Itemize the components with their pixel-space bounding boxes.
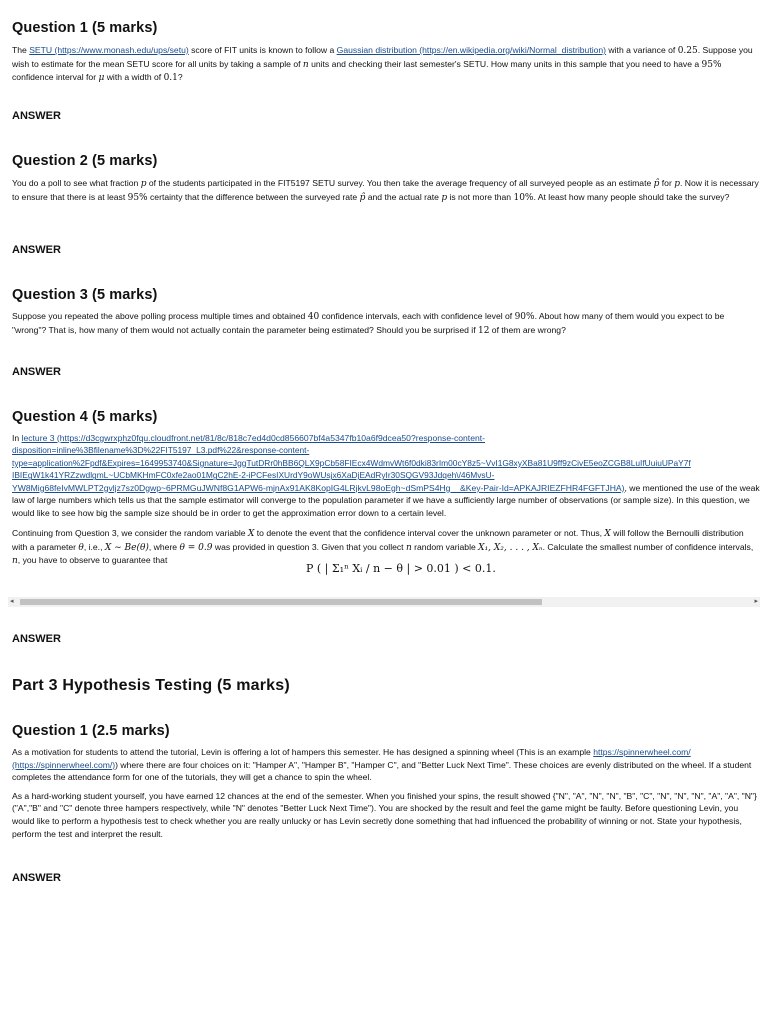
scroll-right-icon[interactable]: ▸	[754, 598, 758, 605]
scroll-left-icon[interactable]: ◂	[10, 598, 14, 605]
q4-lecture-link-block	[12, 432, 768, 519]
part3-q1-paragraph-1: As a motivation for students to attend the tutorial, Levin is offering a lot of hampers this semester. He has designed a spinning wheel (This is an example https://spinnerwheel.com/ (https://spinnerwheel.com/)) where there are four choices on it: "Hamper A", "Hamper B", "Hamper C", and "Better Luck Next Time". These choices are evenly distributed on the wheel. If a student completes the attendance form for one of the tutorials, they will get a chance to spin the wheel.	[12, 747, 752, 783]
q1-title: Question 1 (5 marks)	[12, 20, 158, 36]
part3-heading-block	[12, 677, 760, 695]
q3-answer-label: ANSWER	[12, 366, 61, 378]
q2-heading-block	[12, 153, 760, 169]
part3-q1-heading-block	[12, 723, 760, 739]
q2-answer-label: ANSWER	[12, 244, 61, 256]
q4-heading-block	[12, 409, 760, 425]
q4-title: Question 4 (5 marks)	[12, 409, 158, 425]
part3-title: Part 3 Hypothesis Testing (5 marks)	[12, 677, 290, 694]
q4-paragraph: Continuing from Question 3, we consider the random variable X to denote the event that the confidence interval cover the unknown parameter or not. Thus, X will follow the Bernoulli distribution with a parameter θ, i.e., X ∼ Be(θ), where θ = 0.9 was provided in question 3. Given that you collect n random variable X₁, X₂, . . . , Xₙ. Calculate the smallest number of confidence intervals, n, you have to observe to guarantee that	[12, 528, 754, 567]
lecture3-link-line-3[interactable]: type=application%2Fpdf&Expires=1649953740&Signature=JggTutDRr0hBB6QLX9pCb58FIEcx4WdmvWt6f0dki83rIm00cY8z5~VvI1G8xyXBa81U9ff9zCivE5eoZCGB8LuIfUuiuUPaY7f	[12, 457, 691, 468]
setu-link[interactable]: SETU (https://www.monash.edu/ups/setu)	[29, 45, 189, 55]
q1-answer-label: ANSWER	[12, 110, 61, 122]
q4-url-line-1: In lecture 3 (https://d3cgwrxphz0fqu.cloudfront.net/81/8c/818c7ed4d0cd856607bf4a5347fb10a6f9dcea50?response-content-	[12, 433, 486, 443]
q2-body	[12, 177, 760, 204]
gaussian-link[interactable]: Gaussian distribution (https://en.wikipedia.org/wiki/Normal_distribution)	[336, 45, 607, 55]
q2-paragraph: You do a poll to see what fraction p of the students participated in the FIT5197 SETU survey. You then take the average frequency of all surveyed people as an estimate p̂ for p. Now it is necessary to ensure that there is at least 95% certainty that the difference between the surveyed rate p̂ and the actual rate p is not more than 10%. At least how many people should take the survey?	[12, 178, 759, 203]
part3-q1-title: Question 1 (2.5 marks)	[12, 723, 170, 739]
q1-body	[12, 44, 760, 85]
spinnerwheel-link[interactable]: https://spinnerwheel.com/ (https://spinnerwheel.com/)	[12, 747, 691, 770]
lecture3-link-line-2[interactable]: disposition=inline%3Bfilename%3D%22FIT5197_L3.pdf%22&response-content-	[12, 445, 310, 456]
part3-q1-paragraph-2: As a hard-working student yourself, you have earned 12 chances at the end of the semester. When you finished your spins, the result showed {"N", "A", "N", "N", "B", "C", "N", "N", "N", "A", "A", "N"} ("A","B" and "C" denote three hampers respectively, while "N" denotes "Better Luck Next Time"). You are shocked by the result and feel the game might be faulty. Before questioning Levin, you would like to perform a hypothesis test to check whether you are really unlucky or has Levin secretly done something that had influenced the probability of winning or not. State your hypothesis, perform the test and interpret the result.	[12, 790, 757, 839]
lecture3-link-line-4[interactable]: IBIEgW1k41YRZzwdlgmL~UCbMKHmFC0xfe2ao01MgC2hE-2-iPCFesIXUrdY9oWUsjx6XaDjEAdRyIr30SQGV93Jdqeh\/46MvsU-	[12, 470, 495, 481]
q4-url-line-5: YW8Mig68feIvMWLPT2gvljz7sz0Dgwp~6PRMGuJWNf8G1APW6-mjnAx91AK8KopIG4LRjkvL98oEgh~dSmPS4Hg__&Key-Pair-Id=APKAJRIEZFHR4FGFTJHA), we mentioned the use of the weak law of large numbers which tells us that the sample estimator will converge to the population parameter if we have a sufficiently large number of observations (or sample size). In this question, we would like to see how big the sample size should be in order to get the approximation error down to a certain level.	[12, 482, 760, 518]
q1-heading-block	[12, 20, 760, 36]
part3-q1-answer-label: ANSWER	[12, 872, 61, 884]
q2-title: Question 2 (5 marks)	[12, 153, 158, 169]
horizontal-scrollbar[interactable]	[8, 597, 760, 607]
q4-answer-label: ANSWER	[12, 633, 61, 645]
q4-formula: P ( | Σ₁ⁿ Xᵢ / n − θ | > 0.01 ) < 0.1.	[306, 562, 496, 575]
q3-heading-block	[12, 287, 760, 303]
q3-paragraph: Suppose you repeated the above polling process multiple times and obtained 40 confidence intervals, each with confidence level of 90%. About how many of them would you expect to be "wrong"? That is, how many of them would not actually contain the parameter being estimated? Should you be surprised if 12 of them are wrong?	[12, 311, 725, 336]
part3-q1-body	[12, 746, 760, 840]
lecture3-link-line-5[interactable]: YW8Mig68feIvMWLPT2gvljz7sz0Dgwp~6PRMGuJWNf8G1APW6-mjnAx91AK8KopIG4LRjkvL98oEgh~dSmPS4Hg__&Key-Pair-Id=APKAJRIEZFHR4FGFTJHA)	[12, 482, 625, 493]
q3-body	[12, 310, 760, 337]
scrollbar-thumb[interactable]	[20, 599, 542, 605]
lecture3-link[interactable]: lecture 3 (https://d3cgwrxphz0fqu.cloudfront.net/81/8c/818c7ed4d0cd856607bf4a5347fb10a6f9dcea50?response-content-	[21, 433, 486, 443]
q3-title: Question 3 (5 marks)	[12, 287, 158, 303]
q1-paragraph: The SETU (https://www.monash.edu/ups/setu) score of FIT units is known to follow a Gaussian distribution (https://en.wikipedia.org/wiki/Normal_distribution) with a variance of 0.25. Suppose you wish to estimate for the mean SETU score for all units by taking a sample of n units and checking their last semester's SETU. How many units in this sample that you need to have a 95% confidence interval for μ with a width of 0.1?	[12, 45, 753, 84]
